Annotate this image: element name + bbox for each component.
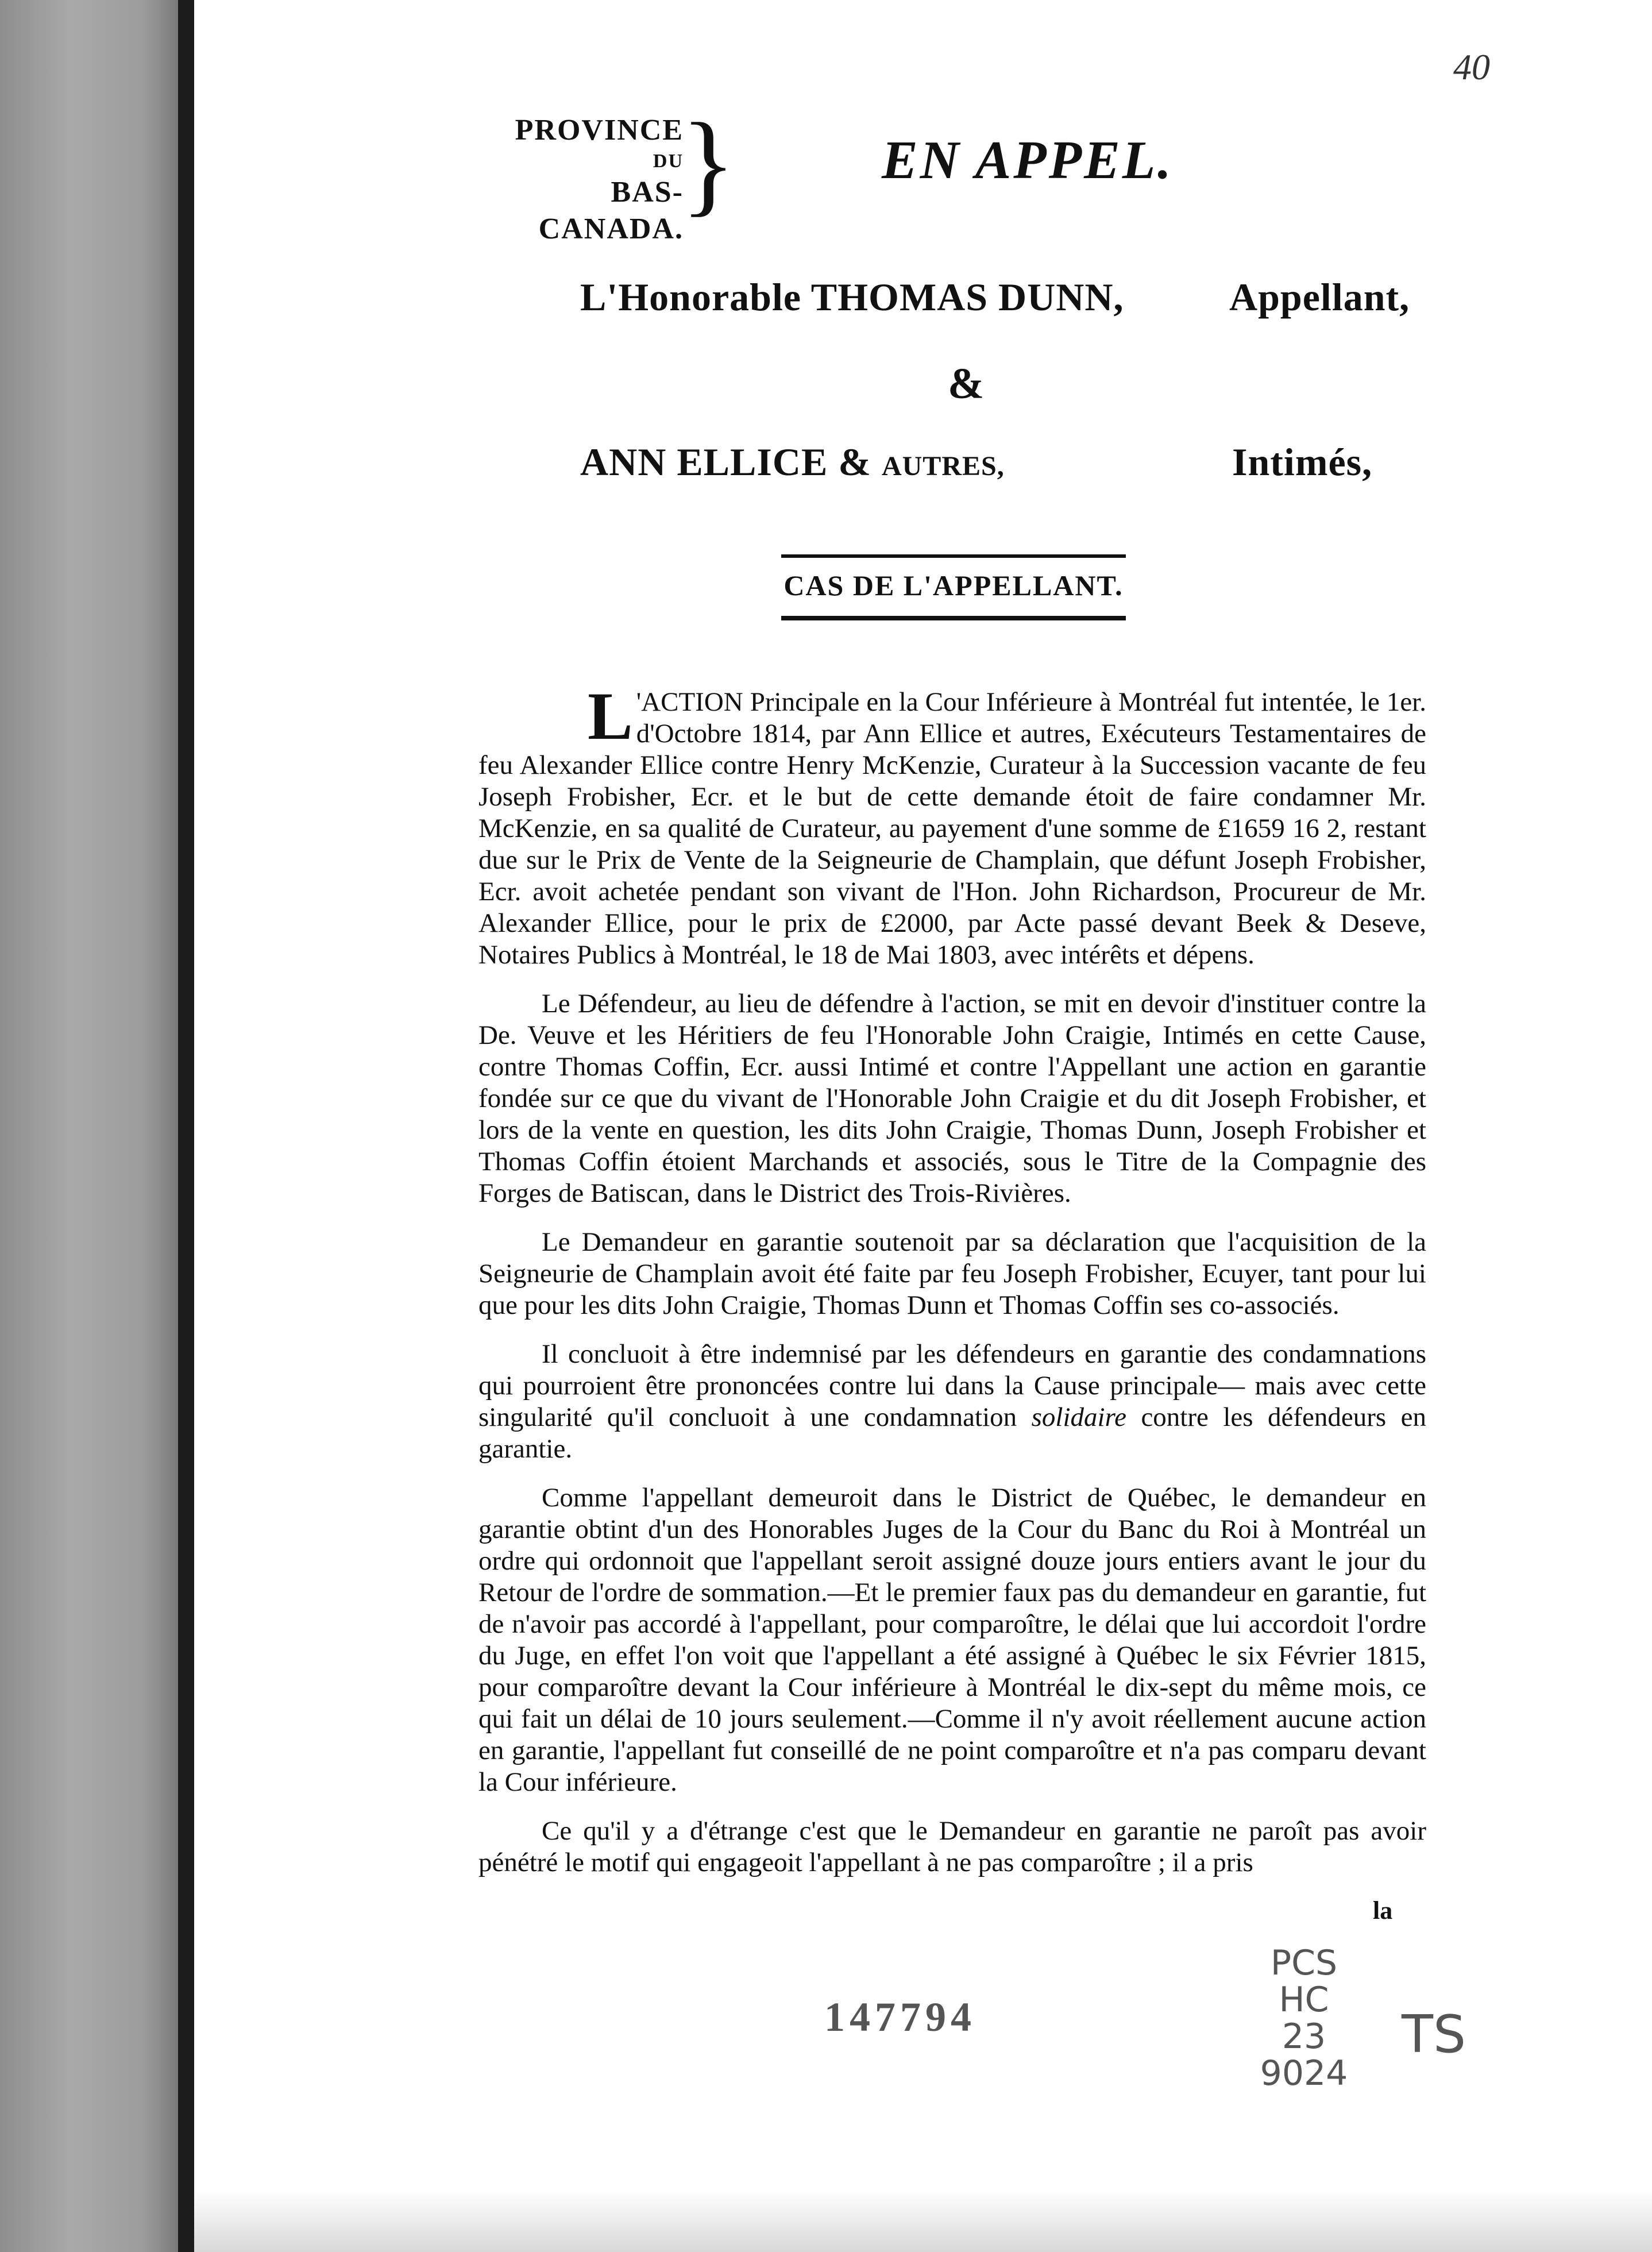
paragraph-4 xyxy=(478,1339,1426,1465)
page-binding-shadow xyxy=(178,0,194,2252)
paragraph-5: Comme l'appellant demeuroit dans le District de Québec, le demandeur en garantie obtint d'un des Honorables Juges de la Cour du Banc du Roi à Montréal un ordre qui ordonnoit que l'appellant seroit assigné douze jours entiers avant le jour du Retour de l'ordre de sommation.—Et le premier faux pas du demandeur en garantie, fut de n'avoir pas accordé à l'appellant, pour comparoître, le délai que lui accordoit l'ordre du Juge, en effet l'on voit que l'appellant a été assigné à Québec le six Février 1815, pour comparoître devant la Cour inférieure à Montréal le dix-sept du même mois, ce qui fait un délai de 10 jours seulement.—Comme il n'y avoit réellement aucune action en garantie, l'appellant fut conseillé de ne point comparoître et n'a pas comparu devant la Cour inférieure. xyxy=(478,1483,1426,1797)
title-rule-top xyxy=(781,554,1126,558)
book-spine xyxy=(0,0,178,2252)
respondent-name-suffix: AUTRES, xyxy=(881,451,1005,481)
handwritten-initials: TS xyxy=(1402,2004,1466,2065)
paragraph-1-text: 'ACTION Principale en la Cour Inférieure à Montréal fut intentée, le 1er. d'Octobre 1814, par Ann Ellice et autres, Exécuteurs Testamentaires de feu Alexander Ellice contre Henry McKenzie, Curateur à la Succession vacante de feu Joseph Frobisher, Ecr. et le but de cette demande étoit de faire condamner Mr. McKenzie, en sa qualité de Curateur, au payement d'une somme de £1659 16 2, restant due sur le Prix de Vente de la Seigneurie de Champlain, que défunt Joseph Frobisher, Ecr. avoit achetée pendant son vivant de l'Hon. John Richardson, Procureur de Mr. Alexander Ellice, pour le prix de £2000, par Acte passé devant Beek & Deseve, Notaires Publics à Montréal, le 18 de Mai 1803, avec intérêts et dépens. xyxy=(478,687,1426,970)
respondent-name-main: ANN ELLICE & xyxy=(580,440,871,484)
parties-connector: & xyxy=(948,360,985,408)
province-label xyxy=(477,112,684,248)
paragraph-3: Le Demandeur en garantie soutenoit par sa déclaration que l'acquisition de la Seigneurie de Champlain avoit été faite par feu Joseph Frobisher, Ecuyer, tant pour lui que pour les dits John Craigie, Thomas Dunn et Thomas Coffin ses co-associés. xyxy=(478,1227,1426,1320)
paragraph-4-text-b: contre les défendeurs en garantie. xyxy=(478,1402,1426,1464)
handwritten-line4: 9024 xyxy=(1260,2053,1348,2093)
handwritten-call-number xyxy=(1246,1945,1361,2092)
page-bottom-shadow xyxy=(194,2149,1652,2252)
handwritten-line3: 23 xyxy=(1282,2016,1326,2057)
paragraph-6: Ce qu'il y a d'étrange c'est que le Demandeur en garantie ne paroît pas avoir pénétré le motif qui engageoit l'appellant à ne pas comparoître ; il a pris xyxy=(478,1816,1426,1877)
title-rule-bottom xyxy=(781,616,1126,620)
page-number: 40 xyxy=(1453,47,1490,87)
archive-stamp-number: 147794 xyxy=(824,1994,976,2040)
drop-cap: L xyxy=(588,678,633,754)
paragraph-4-text-a: Il concluoit à être indemnisé par les défendeurs en garantie des condamnations qui pourroient être prononcées contre lui dans la Cause principale— mais avec cette singularité qu'il concluoit à une condamnation xyxy=(478,1339,1426,1432)
paragraph-4-emphasis: solidaire xyxy=(1031,1402,1126,1432)
province-line2: DU xyxy=(653,151,684,172)
respondent-name xyxy=(580,439,1005,485)
province-line3: BAS-CANADA. xyxy=(538,176,684,245)
body-text xyxy=(478,678,1426,1896)
appellant-name: L'Honorable THOMAS DUNN, xyxy=(580,275,1124,319)
respondent-role: Intimés, xyxy=(1232,440,1373,484)
province-line1: PROVINCE xyxy=(515,114,684,146)
paragraph-1 xyxy=(478,678,1426,971)
paragraph-2: Le Défendeur, au lieu de défendre à l'action, se mit en devoir d'instituer contre la De. Veuve et les Héritiers de feu l'Honorable John Craigie, Intimés en cette Cause, contre Thomas Coffin, Ecr. aussi Intimé et contre l'Appellant une action en garantie fondée sur ce que du vivant de l'Honorable John Craigie et du dit Joseph Frobisher, et lors de la vente en question, les dits John Craigie, Thomas Dunn, Joseph Frobisher et Thomas Coffin étoient Marchands et associés, sous le Titre de la Compagnie des Forges de Batiscan, dans le District des Trois-Rivières. xyxy=(478,989,1426,1208)
handwritten-line1: PCS xyxy=(1270,1943,1338,1983)
appellant-role: Appellant, xyxy=(1229,275,1410,319)
case-title: CAS DE L'APPELLANT. xyxy=(783,569,1124,601)
handwritten-line2: HC xyxy=(1279,1980,1329,2020)
brace-glyph: } xyxy=(681,100,736,227)
court-heading: EN APPEL. xyxy=(882,130,1174,190)
catchword: la xyxy=(1373,1896,1393,1925)
